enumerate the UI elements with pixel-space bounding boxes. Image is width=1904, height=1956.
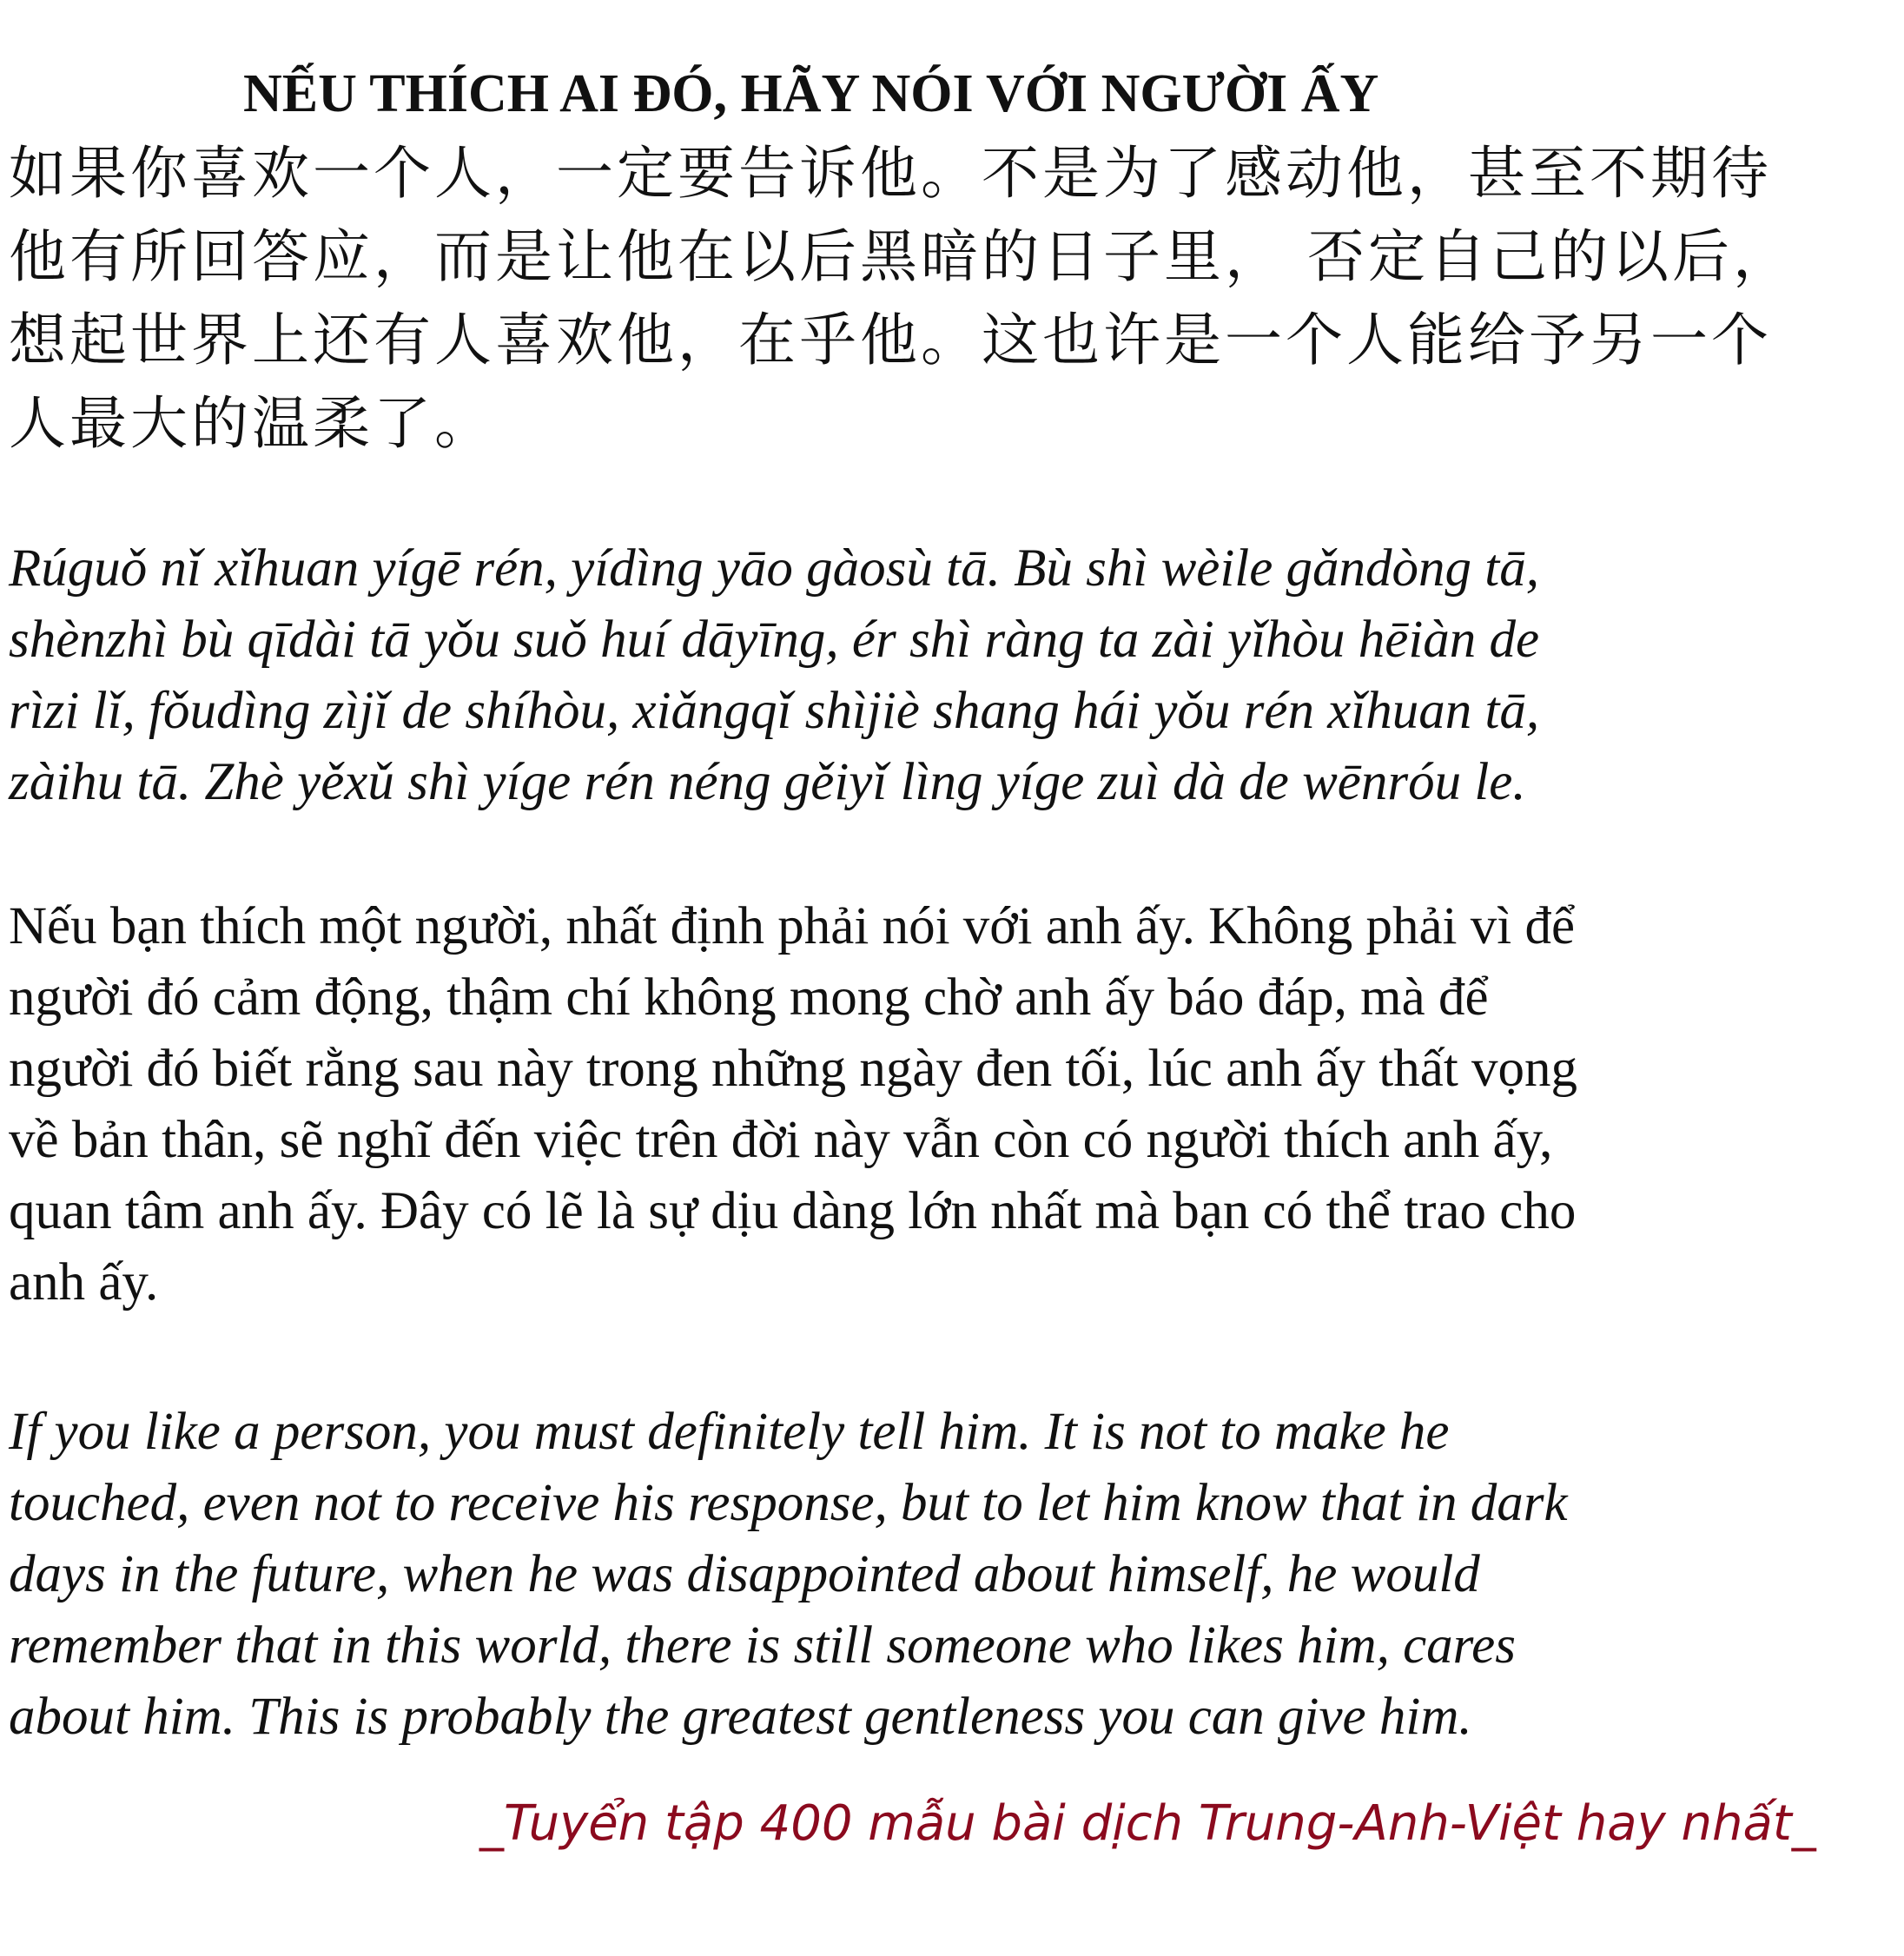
vietnamese-line: người đó biết rằng sau này trong những ngày đen tối, lúc anh ấy thất vọng (9, 1040, 1578, 1098)
english-paragraph-clip (0, 1395, 1904, 1745)
pinyin-line: shènzhì bù qīdài tā yǒu suǒ huí dāyīng, ér shì ràng ta zài yǐhòu hēiàn de (9, 611, 1540, 669)
vietnamese-line: về bản thân, sẽ nghĩ đến việc trên đời này vẫn còn có người thích anh ấy, (9, 1111, 1553, 1169)
chinese-line: 想起世界上还有人喜欢他，在乎他。这也许是一个人能给予另一个 (9, 307, 1772, 373)
english-line: about him. This is probably the greatest gentleness you can give him. (9, 1688, 1472, 1745)
vietnamese-line: quan tâm anh ấy. Đây có lẽ là sự dịu dàng lớn nhất mà bạn có thể trao cho (9, 1182, 1577, 1240)
vietnamese-line: người đó cảm động, thậm chí không mong chờ anh ấy báo đáp, mà để (9, 968, 1489, 1027)
chinese-line: 如果你喜欢一个人，一定要告诉他。不是为了感动他，甚至不期待 (9, 140, 1772, 207)
pinyin-line: zàihu tā. Zhè yěxǔ shì yíge rén néng gěiyǐ lìng yíge zuì dà de wēnróu le. (9, 753, 1526, 811)
chinese-line: 他有所回答应，而是让他在以后黑暗的日子里， 否定自己的以后， (9, 223, 1794, 290)
english-line: touched, even not to receive his response, but to let him know that in dark (9, 1474, 1568, 1532)
english-paragraph (9, 1397, 1902, 1745)
vietnamese-line: anh ấy. (9, 1253, 159, 1312)
pinyin-line: Rúguǒ nǐ xǐhuan yígē rén, yídìng yāo gàosù tā. Bù shì wèile gǎndòng tā, (9, 539, 1540, 598)
document-title: NẾU THÍCH AI ĐÓ, HÃY NÓI VỚI NGƯỜI ẤY (243, 64, 1379, 123)
vietnamese-paragraph (9, 891, 1902, 1318)
english-line: remember that in this world, there is still someone who likes him, cares (9, 1616, 1516, 1675)
chinese-paragraph (9, 132, 1885, 466)
vietnamese-line: Nếu bạn thích một người, nhất định phải nói với anh ấy. Không phải vì để (9, 897, 1576, 955)
english-line: days in the future, when he was disappointed about himself, he would (9, 1545, 1480, 1603)
pinyin-paragraph (9, 533, 1902, 818)
source-footer: _Tuyển tập 400 mẫu bài dịch Trung-Anh-Việt hay nhất_ (479, 1795, 1816, 1852)
chinese-line: 人最大的温柔了。 (9, 390, 495, 457)
pinyin-line: rìzi lǐ, fǒudìng zìjǐ de shíhòu, xiǎngqǐ shìjiè shang hái yǒu rén xǐhuan tā, (9, 682, 1540, 740)
english-line: If you like a person, you must definitely tell him. It is not to make he (9, 1403, 1450, 1461)
